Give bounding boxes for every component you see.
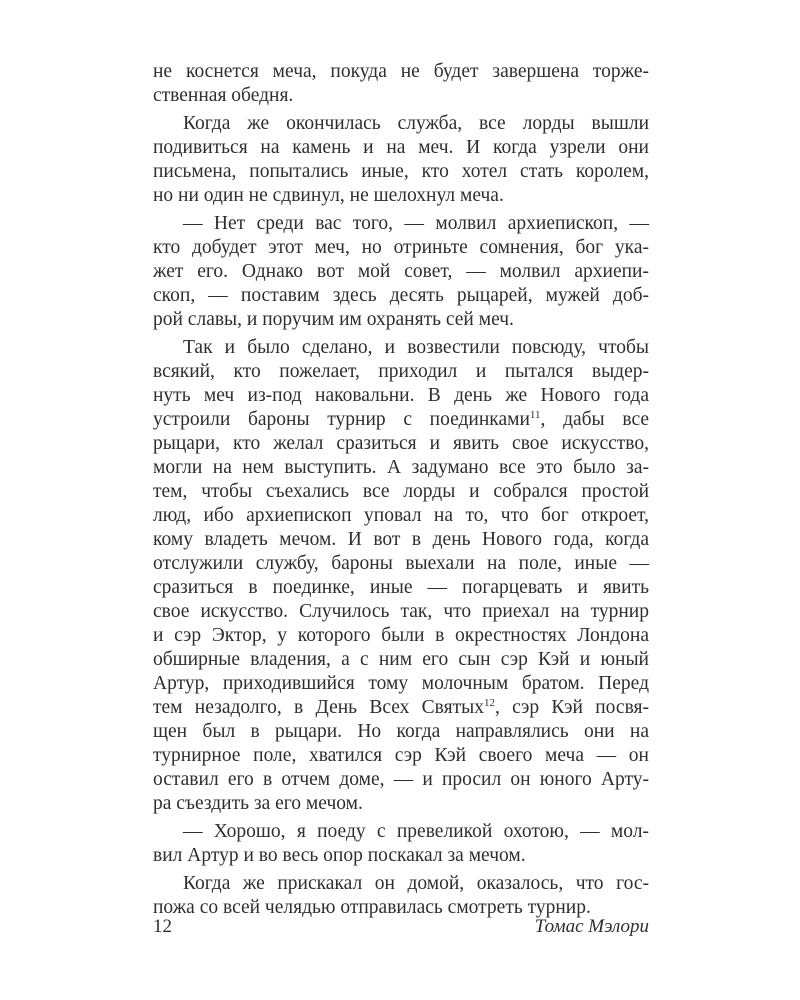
page-footer [153, 916, 649, 938]
text-line: свое искусство. Случилось так, что приехал на турнир [153, 601, 649, 622]
text-line: подивиться на камень и на меч. И когда узрели они [153, 137, 649, 158]
footnote-ref: 11 [529, 409, 541, 421]
text-line: турнирное поле, хватился сэр Кэй своего меча — он [153, 745, 649, 766]
text-line: тем незадолго, в День Всех Святых$^{12}$, сэр Кэй посвя- [153, 697, 649, 718]
text-line: рой славы, и поручим им охранять сей меч. [153, 309, 514, 330]
text-line: кто добудет этот меч, но отриньте сомнения, бог ука- [153, 237, 649, 258]
text-line: жет его. Однако вот мой совет, — молвил архиепи- [153, 261, 649, 282]
text-line: Когда же окончилась служба, все лорды вышли [183, 113, 649, 134]
paragraph [153, 60, 649, 108]
footnote-ref: 12 [483, 697, 495, 709]
text-line: тем, чтобы съехались все лорды и собрался простой [153, 481, 649, 502]
text-line: скоп, — поставим здесь десять рыцарей, мужей доб- [153, 285, 649, 306]
text-line: люд, ибо архиепископ уповал на то, что бог откроет, [153, 505, 649, 526]
running-title: Томас Мэлори [534, 916, 649, 937]
text-line: ра съездить за его мечом. [153, 793, 363, 814]
text-line: вил Артур и во весь опор поскакал за мечом. [153, 845, 526, 866]
text-line: могли на нем выступить. А задумано все это было за- [153, 457, 649, 478]
text-line: сразиться в поединке, иные — погарцевать и явить [153, 577, 649, 598]
text-line: Артур, приходившийся тому молочным братом. Перед [153, 673, 649, 694]
page-body [153, 60, 649, 924]
text-line: щен был в рыцари. Но когда направлялись они на [153, 721, 649, 742]
text-line: Когда же прискакал он домой, оказалось, что гос- [183, 873, 649, 894]
text-line: — Хорошо, я поеду с превеликой охотою, — мол- [183, 821, 649, 842]
text-line: отслужили службу, бароны выехали на поле, иные — [153, 553, 649, 574]
paragraph [153, 212, 649, 332]
text-line: пожа со всей челядью отправилась смотреть турнир. [153, 897, 591, 918]
text-line: нуть меч из-под наковальни. В день же Нового года [153, 385, 649, 406]
text-line: оставил его в отчем доме, — и просил он юного Арту- [153, 769, 649, 790]
text-line: — Нет среди вас того, — молвил архиепископ, — [183, 213, 649, 234]
paragraph [153, 112, 649, 208]
paragraph [153, 872, 649, 920]
text-line: ственная обедня. [153, 85, 294, 106]
text-line: но ни один не сдвинул, не шелохнул меча. [153, 185, 504, 206]
text-line: рыцари, кто желал сразиться и явить свое искусство, [153, 433, 649, 454]
page-number: 12 [153, 916, 172, 937]
text-line: Так и было сделано, и возвестили повсюду, чтобы [183, 337, 649, 358]
text-line: письмена, попытались иные, кто хотел стать королем, [153, 161, 649, 182]
text-line: и сэр Эктор, у которого были в окрестностях Лондона [153, 625, 649, 646]
text-line: обширные владения, а с ним его сын сэр Кэй и юный [153, 649, 649, 670]
text-line: кому владеть мечом. И вот в день Нового года, когда [153, 529, 649, 550]
text-line: не коснется меча, покуда не будет завершена торже- [153, 61, 649, 82]
text-line: устроили бароны турнир с поединками$^{11}$, дабы все [153, 409, 649, 430]
paragraph [153, 820, 649, 868]
text-line: всякий, кто пожелает, приходил и пытался выдер- [153, 361, 649, 382]
paragraph [153, 336, 649, 816]
